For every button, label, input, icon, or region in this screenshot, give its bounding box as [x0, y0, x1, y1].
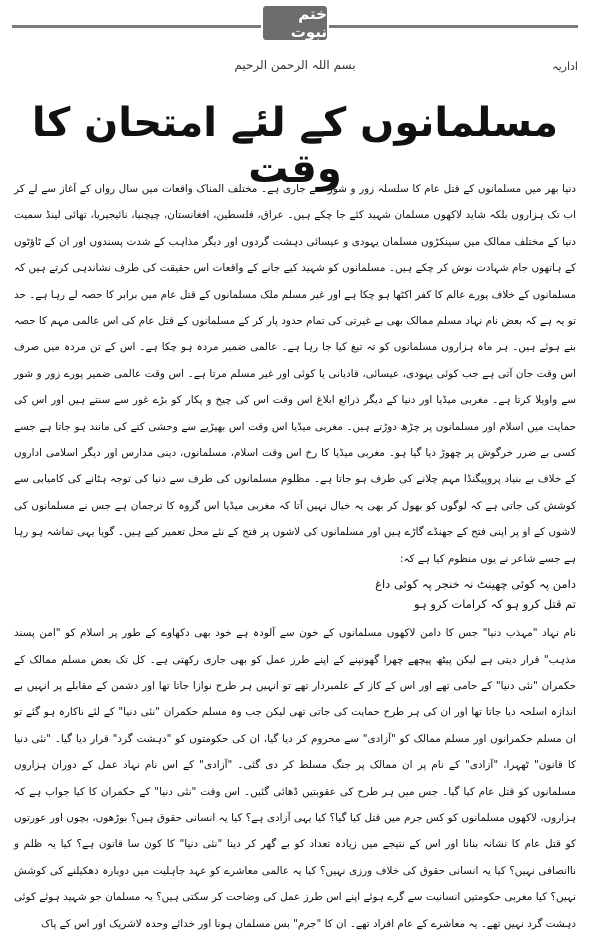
- poetry-verse: [14, 574, 576, 614]
- article-title: مسلمانوں کے لئے امتحان کا وقت: [31, 100, 559, 192]
- verse-line-1: دامن پہ کوئی چھینٹ نہ خنجر پہ کوئی داغ: [375, 577, 576, 592]
- article-paragraph-2: نام نہاد "مہذب دنیا" جس کا دامن لاکھوں مسلمانوں کے خون سے آلودہ ہے خود بھی دکھاوے کے طور پر اسلام کو "امن پسند مذہب" قرار دیتی ہے لیکن پیٹھ پیچھے چھرا گھونپنے کے اپنے طرز عمل کو بھی جاری رکھتی ہے۔ کل تک بعض مسلم ممالک کے حکمران "نئی دنیا" کے حامی تھے اور اس کے کاز کے علمبردار تھے تو انہیں ہر طرح نوازا جاتا تھا اور دشمن کے مقابلے پر انہیں بے اندازہ اسلحہ دیا جاتا تھا اور ان کی ہر طرح حمایت کی جاتی تھی لیکن جب وہ مسلم حکمران "نئی دنیا" کے لئے ناکارہ ہو گئے تو ان مسلم حکمرانوں اور مسلم ممالک کو "آزادی" سے محروم کر دیا گیا، ان کی حکومتوں کو "دہشت گرد" قرار دیا گیا۔ "نئی دنیا کا قانون" ٹھہرا، "آزادی" کے نام پر ان ممالک پر جنگ مسلط کر دی گئی۔ "آزادی" کے اس نام نہاد عمل کے دوران ہزاروں مسلمانوں کو قتل عام کیا گیا۔ جس میں ہر طرح کی عقوبتیں ڈھائی گئیں۔ اس وقت "نئی دنیا" کے حکمران کا کیا جواب ہے کہ ہزاروں، لاکھوں مسلمانوں کو کس جرم میں قتل کیا گیا؟ کیا یہی آزادی ہے؟ کیا یہ انسانی حقوق ہیں؟ بوڑھوں، بچوں اور عورتوں کو قتل عام کا نشانہ بنانا اور اس کے نتیجے میں زیادہ تعداد کو بے گھر کر دینا "نئی دنیا" کا کون سا قانون ہے؟ کیا یہ ظلم و ناانصافی نہیں؟ کیا یہ انسانی حقوق کی خلاف ورزی نہیں؟ کیا یہ عالمی معاشرے کو عہد جاہلیت میں دوبارہ دھکیلنے کی کوشش نہیں؟ کیا مغربی حکومتیں انسانیت سے گرے ہوئے اپنے اس طرز عمل کی وضاحت کر سکتی ہیں؟ یہ مسلمان جو شہید ہوئے کوئی دہشت گرد نہیں تھے۔ یہ معاشرے کے عام افراد تھے۔ ان کا "جرم" بس مسلمان ہونا اور خدائے وحدہ لاشریک اور اس کے پاک: [14, 627, 576, 930]
- magazine-logo-text: ختم نبوت: [290, 5, 327, 41]
- article-paragraph-1: دنیا بھر میں مسلمانوں کے قتل عام کا سلسلہ زور و شور سے جاری ہے۔ مختلف المناک واقعات میں سال رواں کے آغاز سے لے کر اب تک ہزاروں بلکہ شاید لاکھوں مسلمان شہید کئے جا چکے ہیں۔ عراق، فلسطین، افغانستان، چیچنیا، نائیجیریا، تھائی لینڈ سمیت دنیا کے مختلف ممالک میں سینکڑوں مسلمان یہودی و عیسائی دہشت گردوں اور دیگر مذاہب کے شدت پسندوں اور ان کے ٹاؤٹوں کے ہاتھوں جام شہادت نوش کر چکے ہیں۔ مسلمانوں کو شہید کیے جانے کے واقعات اس حقیقت کی طرف نشاندہی کرتے ہیں کہ مسلمانوں کے خلاف پورے عالم کا کفر اکٹھا ہو چکا ہے اور غیر مسلم ملک مسلمانوں کے قتل عام میں برابر کا حصہ لے رہا ہے۔ حد تو یہ ہے کہ بعض نام نہاد مسلم ممالک بھی بے غیرتی کی تمام حدود پار کر کے مسلمانوں کے قتل عام کی اس عالمی مہم کا حصہ بنے ہوئے ہیں۔ ہر ماہ ہزاروں مسلمانوں کو تہ تیغ کیا جا رہا ہے۔ عالمی ضمیر مردہ ہو چکا ہے۔ اس کے تن مردہ میں صرف اس وقت جان آتی ہے جب کوئی یہودی، عیسائی، قادیانی یا کوئی اور غیر مسلم مرتا ہے۔ اس وقت عالمی ضمیر پورے زور و شور سے واویلا کرتا ہے۔ مغربی میڈیا اور دنیا کے دیگر ذرائع ابلاغ اس وقت اس کی چیخ و پکار کو بڑے غور سے سنتے ہیں اور اس کی حمایت میں اسلام اور مسلمانوں پر چڑھ دوڑتے ہیں۔ مغربی میڈیا اس وقت اس بھیڑیے سے وحشی کتے کی مانند ہو جاتا ہے جسے کسی بے ضرر خرگوش پر چھوڑ دیا گیا ہو۔ مغربی میڈیا کا رخ اس وقت اسلام، مسلمانوں، دینی مدارس اور دیگر اسلامی اداروں کے خلاف بے بنیاد پروپیگنڈا مہم چلانے کی طرف ہو جاتا ہے۔ مظلوم مسلمانوں کی طرف سے دنیا کی توجہ ہٹانے کی کامیابی سے کوشش کی جاتی ہے کہ لوگوں کو بھول کر بھی یہ خیال نہیں آتا کہ مغربی میڈیا اس گروہ کا ترجمان ہے جس نے مسلمانوں کی لاشوں کے او پر اپنی فتح کے جھنڈے گاڑے ہیں اور مسلمانوں کی لاشوں پر فتح کے نئے محل تعمیر کیے ہیں۔ گویا یہی تماشہ ہو رہا ہے جسے شاعر نے یوں منظوم کیا ہے کہ:: [14, 183, 576, 565]
- magazine-logo: [263, 6, 327, 40]
- section-label: اداریہ: [552, 60, 578, 73]
- verse-line-2: تم قتل کرو ہو کہ کرامات کرو ہو: [414, 597, 576, 612]
- page-header: [0, 0, 590, 62]
- bismillah: بسم اللہ الرحمن الرحیم: [234, 58, 356, 72]
- article-body: [14, 176, 576, 937]
